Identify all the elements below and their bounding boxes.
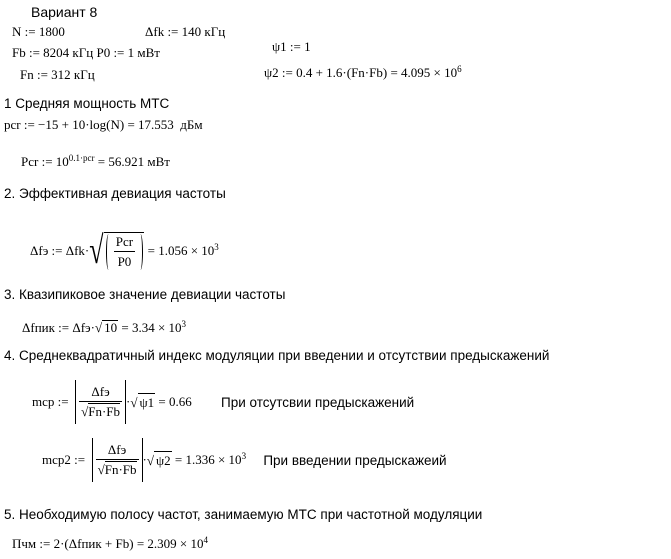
dfe-result: = $1.056 \times 10^3$ <box>147 242 219 258</box>
mcp-psi1: ψ1 <box>139 395 155 410</box>
section-1-heading: 1 Средняя мощность МТС <box>4 96 170 111</box>
param-fn: Fn := 312 кГц <box>20 67 95 82</box>
mcp-denominator: √Fn·Fb <box>81 404 121 419</box>
param-n: N := 1800 <box>12 24 65 39</box>
Pcr-exponent: 0.1·pcr <box>68 153 95 163</box>
Pcr-formula <box>21 155 170 168</box>
param-fb-p0: Fb := 8204 кГц P0 := 1 мВт <box>12 45 160 60</box>
dfpik-formula <box>22 320 186 334</box>
param-psi2-exponent: 6 <box>457 64 462 74</box>
pcr-unit: дБм <box>180 117 203 132</box>
mcp-comment: При отсутсвии предыскажений <box>220 394 415 410</box>
Pcr-lhs: Pcr := 10 <box>21 154 69 169</box>
Pcr-result: = 56.921 мВт <box>97 154 170 169</box>
mcp2-psi2: ψ2 <box>156 453 171 468</box>
dfe-formula <box>30 228 219 272</box>
param-psi2-formula: ψ2 := 0.4 + 1.6·(Fn·Fb) = 4.095 × 10 <box>264 65 458 80</box>
section-2-heading: 2. Эффективная девиация частоты <box>4 186 226 201</box>
dfpik-lhs: Δfпик := Δfэ· <box>22 320 95 335</box>
mcp2-abs <box>92 438 143 482</box>
dfpik-sqrt: √ 10 <box>94 320 118 335</box>
mcp2-comment: При введении предыскажеий <box>263 452 447 468</box>
section-5-heading: 5. Необходимую полосу частот, занимаемую МТС при частотной модуляции <box>4 507 483 522</box>
mcp2-result: = $1.336 \times 10^3$ <box>174 451 247 467</box>
pchm-exponent: 4 <box>203 535 208 545</box>
variant-title: Вариант 8 <box>31 4 98 20</box>
param-psi1: ψ1 := 1 <box>272 39 311 54</box>
mcp-result: = 0.66 <box>158 394 192 409</box>
mcp2-numerator: Δfэ <box>96 442 139 460</box>
mcp2-lhs: mcp2 := <box>42 452 86 467</box>
mcp2-formula: mcp2 := $\frac{\text{Δfэ}}{√Fn\cdot Fb}$ ·√ $\psi 2 = 1.336 \times 10^3$ При введении предыскажеий <box>42 438 447 482</box>
dfe-sqrt: √ $\frac{\text{Pcr}}{P0}$ <box>89 232 144 270</box>
mcp2-denominator: √Fn·Fb <box>97 462 137 477</box>
mcp-lhs: mcp := <box>32 394 69 409</box>
pchm-expression: Пчм := 2·(Δfпик + Fb) = 2.309 × 10 <box>12 536 204 551</box>
dfpik-result: = $3.34 \times 10^3$ <box>121 319 187 335</box>
dfe-denominator: P0 <box>117 254 132 269</box>
mcp-formula: mcp := $\frac{\text{Δfэ}}{√Fn\cdot Fb}$ ·√ ψ1 = 0.66 При отсутсвии предыскажений <box>32 380 414 424</box>
pchm-formula <box>12 537 208 550</box>
pcr-expression: pcr := −15 + 10·log(N) = 17.553 <box>4 117 174 132</box>
dfe-fraction <box>114 234 135 270</box>
param-psi2 <box>264 66 462 79</box>
param-dfk: Δfk := 140 кГц <box>145 24 226 39</box>
section-4-heading: 4. Среднеквадратичный индекс модуляции при введении и отсутствии предыскажений <box>4 348 550 363</box>
mcp-abs <box>75 380 126 424</box>
dfe-lhs: Δfэ := Δfk· <box>30 243 90 258</box>
pcr-formula <box>4 118 203 131</box>
mcp-numerator: Δfэ <box>79 384 122 402</box>
dfe-numerator: Pcr <box>114 234 135 252</box>
section-3-heading: 3. Квазипиковое значение девиации частоты <box>4 287 286 302</box>
